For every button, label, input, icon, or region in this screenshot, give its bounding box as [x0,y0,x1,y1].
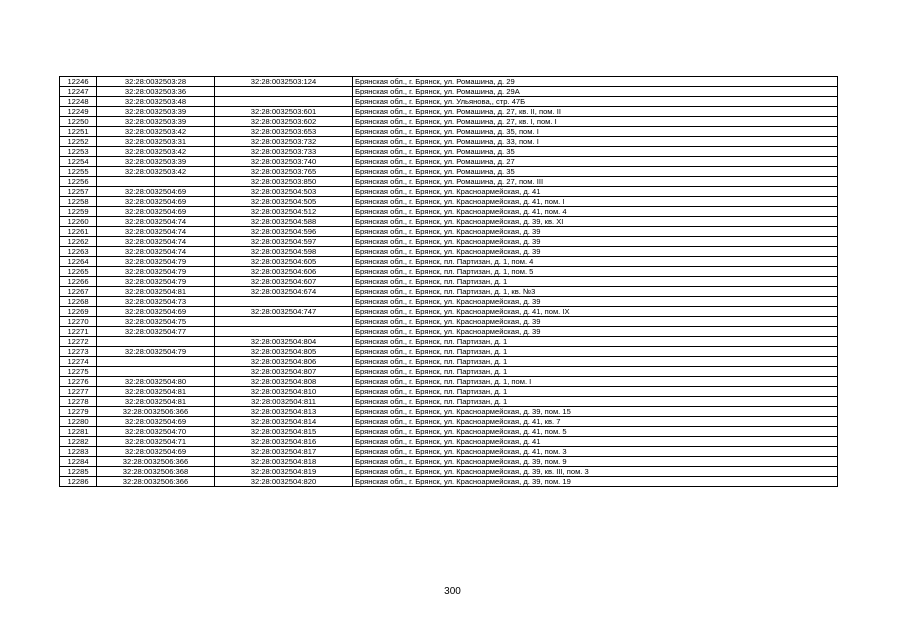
table-row [60,277,838,287]
address: Брянская обл., г. Брянск, ул. Красноармейская, д. 41, пом. IX [353,307,838,317]
address: Брянская обл., г. Брянск, пл. Партизан, д. 1 [353,357,838,367]
row-number: 12256 [60,177,97,187]
row-number: 12246 [60,77,97,87]
row-number: 12266 [60,277,97,287]
object-cadastral-number: 32:28:0032504:807 [215,367,353,377]
table-row [60,457,838,467]
address: Брянская обл., г. Брянск, ул. Ромашина, д. 35 [353,167,838,177]
row-number: 12247 [60,87,97,97]
table-row [60,357,838,367]
land-cadastral-number: 32:28:0032504:73 [97,297,215,307]
row-number: 12249 [60,107,97,117]
row-number: 12251 [60,127,97,137]
land-cadastral-number: 32:28:0032503:39 [97,157,215,167]
object-cadastral-number: 32:28:0032504:598 [215,247,353,257]
address: Брянская обл., г. Брянск, ул. Красноармейская, д. 41, пом. 5 [353,427,838,437]
table-row [60,297,838,307]
row-number: 12269 [60,307,97,317]
land-cadastral-number: 32:28:0032504:79 [97,347,215,357]
row-number: 12255 [60,167,97,177]
land-cadastral-number: 32:28:0032503:36 [97,87,215,97]
table-row [60,377,838,387]
land-cadastral-number: 32:28:0032504:69 [97,207,215,217]
object-cadastral-number: 32:28:0032504:805 [215,347,353,357]
land-cadastral-number [97,367,215,377]
table-row [60,227,838,237]
object-cadastral-number: 32:28:0032504:674 [215,287,353,297]
table-row [60,77,838,87]
land-cadastral-number: 32:28:0032504:69 [97,417,215,427]
address: Брянская обл., г. Брянск, ул. Ромашина, д. 29 [353,77,838,87]
row-number: 12261 [60,227,97,237]
table-row [60,387,838,397]
object-cadastral-number: 32:28:0032504:804 [215,337,353,347]
address: Брянская обл., г. Брянск, ул. Красноармейская, д. 41, пом. 3 [353,447,838,457]
row-number: 12253 [60,147,97,157]
address: Брянская обл., г. Брянск, ул. Красноармейская, д. 39 [353,247,838,257]
land-cadastral-number: 32:28:0032506:366 [97,477,215,487]
address: Брянская обл., г. Брянск, пл. Партизан, д. 1 [353,337,838,347]
address: Брянская обл., г. Брянск, пл. Партизан, д. 1 [353,397,838,407]
address: Брянская обл., г. Брянск, ул. Красноармейская, д. 39 [353,317,838,327]
land-cadastral-number: 32:28:0032504:70 [97,427,215,437]
object-cadastral-number: 32:28:0032503:653 [215,127,353,137]
object-cadastral-number: 32:28:0032503:850 [215,177,353,187]
object-cadastral-number: 32:28:0032504:605 [215,257,353,267]
land-cadastral-number: 32:28:0032504:75 [97,317,215,327]
table-row [60,217,838,227]
row-number: 12273 [60,347,97,357]
table-row [60,407,838,417]
row-number: 12286 [60,477,97,487]
land-cadastral-number: 32:28:0032506:368 [97,467,215,477]
object-cadastral-number: 32:28:0032503:601 [215,107,353,117]
address: Брянская обл., г. Брянск, пл. Партизан, д. 1, пом. I [353,377,838,387]
land-cadastral-number: 32:28:0032503:39 [97,107,215,117]
address: Брянская обл., г. Брянск, пл. Партизан, д. 1 [353,367,838,377]
row-number: 12250 [60,117,97,127]
table-row [60,447,838,457]
address: Брянская обл., г. Брянск, ул. Красноармейская, д. 39, пом. 19 [353,477,838,487]
land-cadastral-number: 32:28:0032504:74 [97,227,215,237]
land-cadastral-number: 32:28:0032504:80 [97,377,215,387]
row-number: 12268 [60,297,97,307]
land-cadastral-number: 32:28:0032504:74 [97,237,215,247]
table-row [60,197,838,207]
table-row [60,177,838,187]
land-cadastral-number: 32:28:0032503:48 [97,97,215,107]
address: Брянская обл., г. Брянск, ул. Красноармейская, д. 41, пом. 4 [353,207,838,217]
table-row [60,117,838,127]
object-cadastral-number: 32:28:0032504:606 [215,267,353,277]
row-number: 12278 [60,397,97,407]
object-cadastral-number: 32:28:0032504:512 [215,207,353,217]
row-number: 12254 [60,157,97,167]
address: Брянская обл., г. Брянск, ул. Красноармейская, д. 41 [353,437,838,447]
address: Брянская обл., г. Брянск, ул. Красноармейская, д. 41 [353,187,838,197]
object-cadastral-number: 32:28:0032504:806 [215,357,353,367]
address: Брянская обл., г. Брянск, ул. Ульянова,, стр. 47Б [353,97,838,107]
land-cadastral-number: 32:28:0032503:31 [97,137,215,147]
row-number: 12283 [60,447,97,457]
object-cadastral-number: 32:28:0032504:596 [215,227,353,237]
object-cadastral-number: 32:28:0032504:597 [215,237,353,247]
land-cadastral-number: 32:28:0032504:69 [97,187,215,197]
object-cadastral-number: 32:28:0032503:765 [215,167,353,177]
object-cadastral-number: 32:28:0032504:813 [215,407,353,417]
land-cadastral-number: 32:28:0032504:69 [97,197,215,207]
object-cadastral-number [215,317,353,327]
address: Брянская обл., г. Брянск, пл. Партизан, д. 1 [353,387,838,397]
row-number: 12258 [60,197,97,207]
address: Брянская обл., г. Брянск, ул. Красноармейская, д. 39, пом. 15 [353,407,838,417]
address: Брянская обл., г. Брянск, ул. Красноармейская, д. 39 [353,327,838,337]
table-row [60,417,838,427]
cadastral-table [59,76,838,487]
land-cadastral-number: 32:28:0032503:28 [97,77,215,87]
table-row [60,477,838,487]
address: Брянская обл., г. Брянск, ул. Ромашина, д. 27, пом. III [353,177,838,187]
table-row [60,237,838,247]
page-number: 300 [444,586,461,597]
row-number: 12252 [60,137,97,147]
row-number: 12265 [60,267,97,277]
object-cadastral-number: 32:28:0032504:815 [215,427,353,437]
table-row [60,337,838,347]
land-cadastral-number [97,357,215,367]
address: Брянская обл., г. Брянск, пл. Партизан, д. 1 [353,277,838,287]
table-row [60,97,838,107]
row-number: 12281 [60,427,97,437]
object-cadastral-number [215,327,353,337]
land-cadastral-number [97,337,215,347]
row-number: 12257 [60,187,97,197]
table-row [60,307,838,317]
table-row [60,257,838,267]
object-cadastral-number: 32:28:0032504:808 [215,377,353,387]
table-row [60,467,838,477]
row-number: 12263 [60,247,97,257]
address: Брянская обл., г. Брянск, пл. Партизан, д. 1 [353,347,838,357]
address: Брянская обл., г. Брянск, пл. Партизан, д. 1, кв. №3 [353,287,838,297]
address: Брянская обл., г. Брянск, пл. Партизан, д. 1, пом. 4 [353,257,838,267]
table-row [60,397,838,407]
address: Брянская обл., г. Брянск, ул. Ромашина, д. 35 [353,147,838,157]
table-row [60,107,838,117]
table-row [60,127,838,137]
address: Брянская обл., г. Брянск, ул. Ромашина, д. 33, пом. I [353,137,838,147]
row-number: 12274 [60,357,97,367]
table-row [60,437,838,447]
land-cadastral-number [97,177,215,187]
row-number: 12277 [60,387,97,397]
row-number: 12267 [60,287,97,297]
row-number: 12259 [60,207,97,217]
object-cadastral-number: 32:28:0032504:819 [215,467,353,477]
object-cadastral-number: 32:28:0032504:503 [215,187,353,197]
object-cadastral-number: 32:28:0032504:747 [215,307,353,317]
address: Брянская обл., г. Брянск, ул. Красноармейская, д. 39, кв. III, пом. 3 [353,467,838,477]
row-number: 12262 [60,237,97,247]
land-cadastral-number: 32:28:0032504:81 [97,397,215,407]
land-cadastral-number: 32:28:0032504:81 [97,287,215,297]
land-cadastral-number: 32:28:0032504:79 [97,267,215,277]
table-row [60,427,838,437]
address: Брянская обл., г. Брянск, пл. Партизан, д. 1, пом. 5 [353,267,838,277]
row-number: 12270 [60,317,97,327]
row-number: 12272 [60,337,97,347]
land-cadastral-number: 32:28:0032504:69 [97,307,215,317]
row-number: 12275 [60,367,97,377]
object-cadastral-number: 32:28:0032504:820 [215,477,353,487]
land-cadastral-number: 32:28:0032504:79 [97,257,215,267]
table-row [60,87,838,97]
object-cadastral-number: 32:28:0032504:588 [215,217,353,227]
address: Брянская обл., г. Брянск, ул. Красноармейская, д. 39 [353,297,838,307]
address: Брянская обл., г. Брянск, ул. Красноармейская, д. 41, пом. I [353,197,838,207]
object-cadastral-number [215,97,353,107]
address: Брянская обл., г. Брянск, ул. Ромашина, д. 27, кв. I, пом. I [353,117,838,127]
object-cadastral-number [215,297,353,307]
row-number: 12248 [60,97,97,107]
object-cadastral-number: 32:28:0032504:607 [215,277,353,287]
land-cadastral-number: 32:28:0032504:79 [97,277,215,287]
row-number: 12285 [60,467,97,477]
table-row [60,247,838,257]
row-number: 12279 [60,407,97,417]
table-row [60,267,838,277]
address: Брянская обл., г. Брянск, ул. Ромашина, д. 35, пом. I [353,127,838,137]
land-cadastral-number: 32:28:0032504:74 [97,217,215,227]
object-cadastral-number: 32:28:0032503:124 [215,77,353,87]
row-number: 12260 [60,217,97,227]
row-number: 12284 [60,457,97,467]
land-cadastral-number: 32:28:0032504:71 [97,437,215,447]
land-cadastral-number: 32:28:0032503:39 [97,117,215,127]
object-cadastral-number: 32:28:0032504:810 [215,387,353,397]
land-cadastral-number: 32:28:0032504:81 [97,387,215,397]
table-row [60,137,838,147]
table-row [60,287,838,297]
address: Брянская обл., г. Брянск, ул. Ромашина, д. 27, кв. II, пом. II [353,107,838,117]
land-cadastral-number: 32:28:0032504:74 [97,247,215,257]
table-row [60,167,838,177]
object-cadastral-number: 32:28:0032504:818 [215,457,353,467]
address: Брянская обл., г. Брянск, ул. Ромашина, д. 29А [353,87,838,97]
table-row [60,187,838,197]
land-cadastral-number: 32:28:0032503:42 [97,167,215,177]
table-row [60,157,838,167]
row-number: 12276 [60,377,97,387]
table-body [60,77,838,487]
land-cadastral-number: 32:28:0032504:69 [97,447,215,457]
table-row [60,367,838,377]
land-cadastral-number: 32:28:0032503:42 [97,147,215,157]
row-number: 12280 [60,417,97,427]
table-row [60,147,838,157]
address: Брянская обл., г. Брянск, ул. Красноармейская, д. 41, кв. 7 [353,417,838,427]
table-row [60,207,838,217]
table-row [60,327,838,337]
land-cadastral-number: 32:28:0032504:77 [97,327,215,337]
address: Брянская обл., г. Брянск, ул. Красноармейская, д. 39 [353,227,838,237]
address: Брянская обл., г. Брянск, ул. Ромашина, д. 27 [353,157,838,167]
object-cadastral-number: 32:28:0032503:740 [215,157,353,167]
land-cadastral-number: 32:28:0032506:366 [97,407,215,417]
object-cadastral-number: 32:28:0032503:733 [215,147,353,157]
object-cadastral-number: 32:28:0032504:817 [215,447,353,457]
object-cadastral-number: 32:28:0032504:505 [215,197,353,207]
table-row [60,317,838,327]
object-cadastral-number: 32:28:0032503:732 [215,137,353,147]
land-cadastral-number: 32:28:0032503:42 [97,127,215,137]
row-number: 12264 [60,257,97,267]
land-cadastral-number: 32:28:0032506:366 [97,457,215,467]
object-cadastral-number: 32:28:0032503:602 [215,117,353,127]
address: Брянская обл., г. Брянск, ул. Красноармейская, д. 39, кв. XI [353,217,838,227]
address: Брянская обл., г. Брянск, ул. Красноармейская, д. 39, пом. 9 [353,457,838,467]
object-cadastral-number: 32:28:0032504:816 [215,437,353,447]
object-cadastral-number: 32:28:0032504:811 [215,397,353,407]
address: Брянская обл., г. Брянск, ул. Красноармейская, д. 39 [353,237,838,247]
object-cadastral-number: 32:28:0032504:814 [215,417,353,427]
table-row [60,347,838,357]
row-number: 12271 [60,327,97,337]
object-cadastral-number [215,87,353,97]
row-number: 12282 [60,437,97,447]
